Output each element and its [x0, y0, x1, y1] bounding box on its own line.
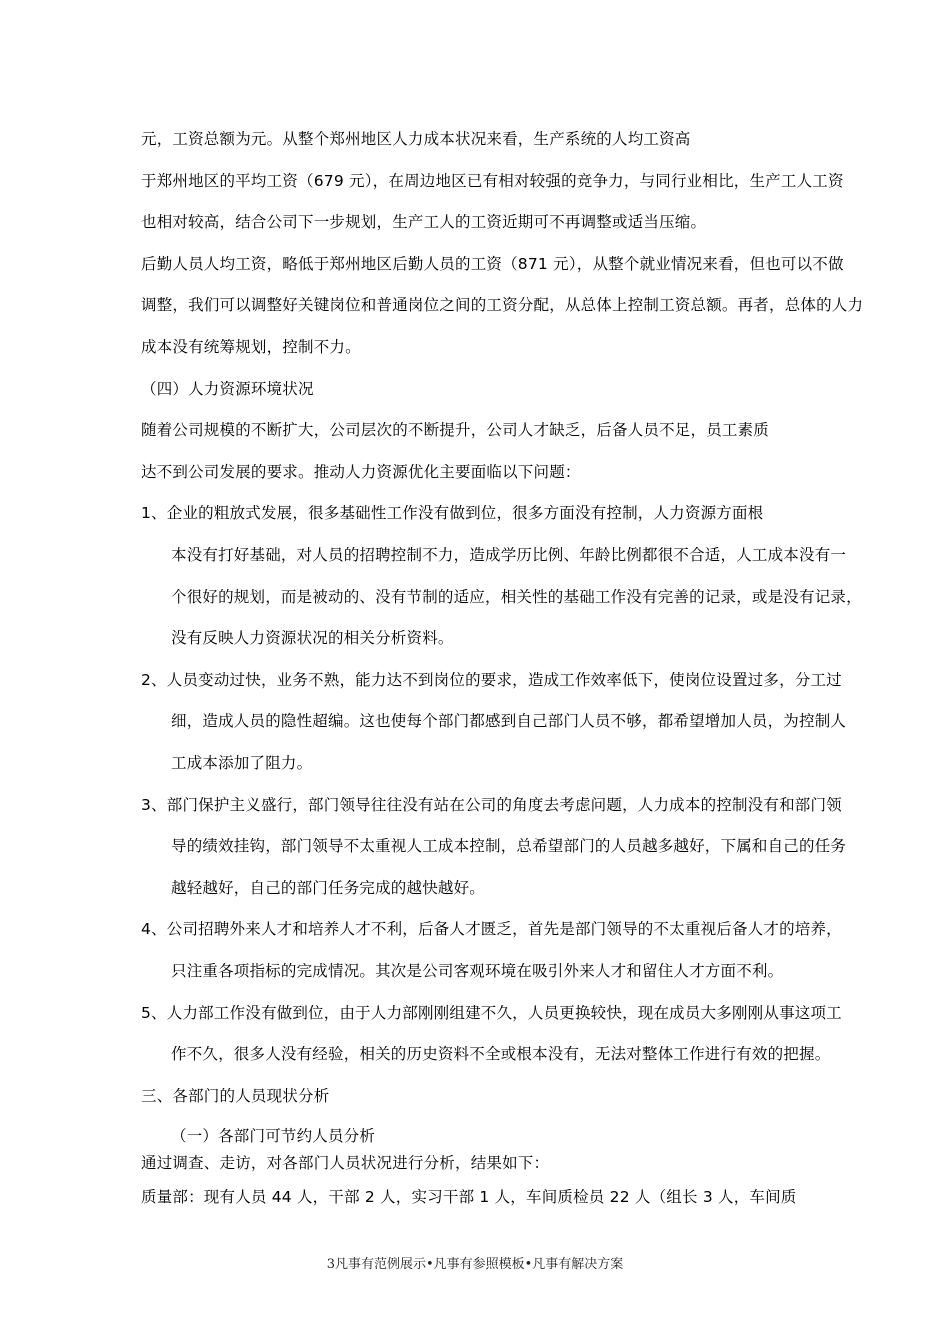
list-item: 3、部门保护主义盛行，部门领导往往没有站在公司的角度去考虑问题，人力成本的控制没有和部门领	[141, 796, 842, 814]
section-heading: 三、各部门的人员现状分析	[141, 1087, 330, 1105]
text-line: 越轻越好，自己的部门任务完成的越快越好。	[171, 879, 486, 897]
list-item: 1、企业的粗放式发展，很多基础性工作没有做到位，很多方面没有控制，人力资源方面根	[141, 504, 764, 522]
text-line: 也相对较高，结合公司下一步规划，生产工人的工资近期可不再调整或适当压缩。	[141, 213, 707, 231]
subsection-heading: （一）各部门可节约人员分析	[171, 1127, 376, 1145]
text-line: 作不久，很多人没有经验，相关的历史资料不全或根本没有，无法对整体工作进行有效的把握。	[171, 1045, 831, 1063]
text-line: 于郑州地区的平均工资（679 元），在周边地区已有相对较强的竞争力，与同行业相比，生产工人工资	[141, 172, 844, 190]
text-line: 只注重各项指标的完成情况。其次是公司客观环境在吸引外来人才和留住人才方面不利。	[171, 962, 784, 980]
list-item: 2、人员变动过快，业务不熟，能力达不到岗位的要求，造成工作效率低下，使岗位设置过多，分工过	[141, 671, 842, 689]
list-item: 5、人力部工作没有做到位，由于人力部刚刚组建不久，人员更换较快，现在成员大多刚刚从事这项工	[141, 1004, 842, 1022]
text-line: 随着公司规模的不断扩大，公司层次的不断提升，公司人才缺乏，后备人员不足，员工素质	[141, 421, 770, 439]
text-line: 导的绩效挂钩，部门领导不太重视人工成本控制，总希望部门的人员越多越好，下属和自己的任务	[171, 837, 847, 855]
text-line: 通过调查、走访，对各部门人员状况进行分析，结果如下：	[141, 1154, 550, 1172]
text-line: 个很好的规划，而是被动的、没有节制的适应，相关性的基础工作没有完善的记录，或是没有记录，	[171, 588, 862, 606]
text-line: 工成本添加了阻力。	[171, 754, 313, 772]
section-heading: （四）人力资源环境状况	[141, 380, 314, 398]
text-line: 本没有打好基础，对人员的招聘控制不力，造成学历比例、年龄比例都很不合适，人工成本没有一	[171, 546, 847, 564]
text-line: 后勤人员人均工资，略低于郑州地区后勤人员的工资（871 元），从整个就业情况来看，但也可以不做	[141, 255, 844, 273]
text-line: 达不到公司发展的要求。推动人力资源优化主要面临以下问题：	[141, 463, 581, 481]
text-line: 元，工资总额为元。从整个郑州地区人力成本状况来看，生产系统的人均工资高	[141, 130, 691, 148]
text-line: 没有反映人力资源状况的相关分析资料。	[171, 629, 454, 647]
text-line: 细，造成人员的隐性超编。这也使每个部门都感到自己部门人员不够，都希望增加人员，为控制人	[171, 712, 847, 730]
list-item: 4、公司招聘外来人才和培养人才不利，后备人才匮乏，首先是部门领导的不太重视后备人才的培养，	[141, 920, 842, 938]
text-line: 成本没有统筹规划，控制不力。	[141, 338, 361, 356]
text-line: 质量部：现有人员 44 人，干部 2 人，实习干部 1 人，车间质检员 22 人（组长 3 人，车间质	[141, 1188, 797, 1206]
text-line: 调整，我们可以调整好关键岗位和普通岗位之间的工资分配，从总体上控制工资总额。再者，总体的人力	[141, 296, 864, 314]
page-footer: 3凡事有范例展示•凡事有参照模板•凡事有解决方案	[326, 1257, 624, 1272]
